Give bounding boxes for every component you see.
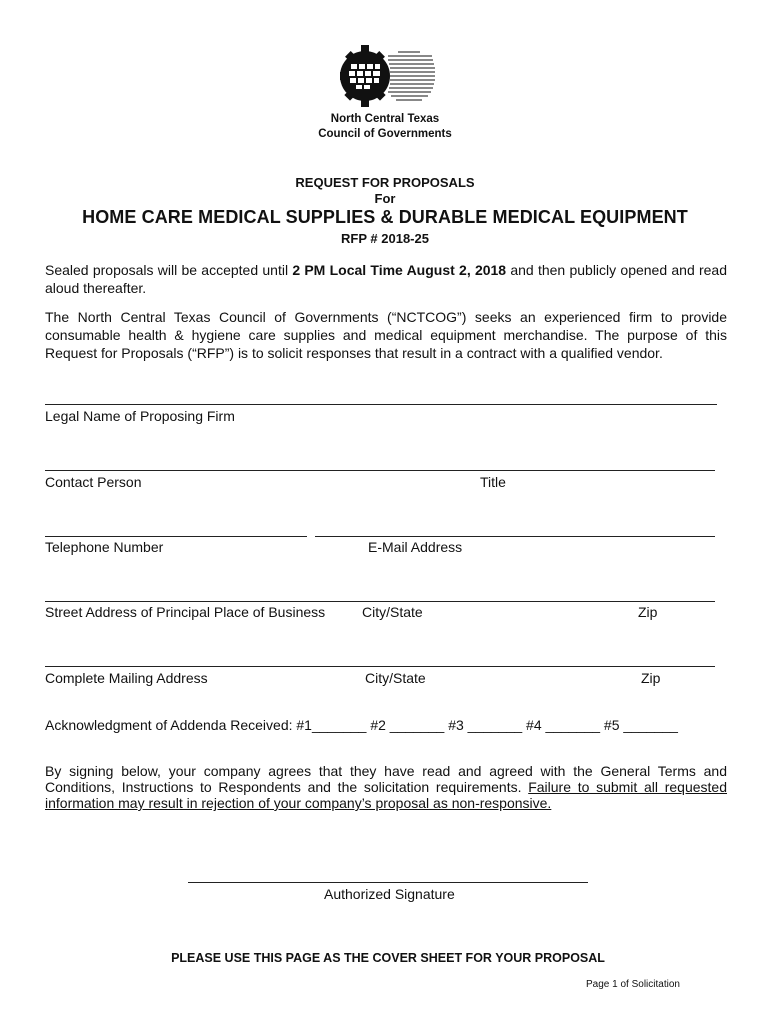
city-state-label-1: City/State: [362, 604, 423, 620]
addenda-acknowledgment[interactable]: Acknowledgment of Addenda Received: #1_______ #2 _______ #3 _______ #4 _______ #5 _______: [45, 717, 678, 733]
telephone-line[interactable]: [45, 536, 307, 537]
deadline-paragraph: [45, 261, 727, 297]
rfp-kicker: REQUEST FOR PROPOSALS: [295, 175, 475, 190]
street-address-line[interactable]: [45, 601, 715, 602]
gear-map-logo-icon: [336, 44, 436, 110]
nctcog-logo: [336, 44, 436, 110]
signature-line[interactable]: [188, 882, 588, 883]
legal-name-line[interactable]: [45, 404, 717, 405]
mailing-address-label: Complete Mailing Address: [45, 670, 208, 686]
rfp-for: For: [374, 191, 396, 206]
zip-label-1: Zip: [638, 604, 658, 620]
purpose-paragraph: The North Central Texas Council of Governments (“NCTCOG”) seeks an experienced firm to provide consumable health & hygiene care supplies and medical equipment merchandise. The purpose of this Request for Proposals (“RFP”) is to solicit responses that result in a contract with a qualified vendor.: [45, 309, 727, 361]
city-state-label-2: City/State: [365, 670, 426, 686]
page-title: HOME CARE MEDICAL SUPPLIES & DURABLE MEDICAL EQUIPMENT: [82, 207, 688, 227]
deadline-time: 2 PM Local Time August 2, 2018: [292, 262, 507, 278]
email-line[interactable]: [315, 536, 715, 537]
agreement-paragraph: [45, 763, 727, 811]
page-number: Page 1 of Solicitation: [586, 979, 680, 990]
contact-title-line[interactable]: [45, 470, 715, 471]
org-name-line1: North Central Texas: [330, 113, 440, 125]
signature-label: Authorized Signature: [324, 886, 455, 902]
legal-name-label: Legal Name of Proposing Firm: [45, 408, 235, 424]
telephone-label: Telephone Number: [45, 539, 164, 555]
mailing-address-line[interactable]: [45, 666, 715, 667]
deadline-text-after: and then publicly opened and read aloud thereafter.: [45, 262, 727, 296]
contact-person-label: Contact Person: [45, 474, 142, 490]
zip-label-2: Zip: [641, 670, 661, 686]
cover-sheet-note: PLEASE USE THIS PAGE AS THE COVER SHEET FOR YOUR PROPOSAL: [171, 951, 605, 965]
agreement-warning: Failure to submit all requested information may result in rejection of your company’s proposal as non-responsive.: [45, 779, 727, 811]
org-name-line2: Council of Governments: [318, 128, 452, 140]
title-label: Title: [480, 474, 506, 490]
agreement-text: By signing below, your company agrees that they have read and agreed with the General Terms and Conditions, Instructions to Respondents and the solicitation requirements.: [45, 763, 727, 795]
rfp-number: RFP # 2018-25: [341, 231, 429, 246]
deadline-text-before: Sealed proposals will be accepted until: [45, 262, 293, 278]
street-address-label: Street Address of Principal Place of Business: [45, 604, 326, 620]
email-label: E-Mail Address: [368, 539, 463, 555]
